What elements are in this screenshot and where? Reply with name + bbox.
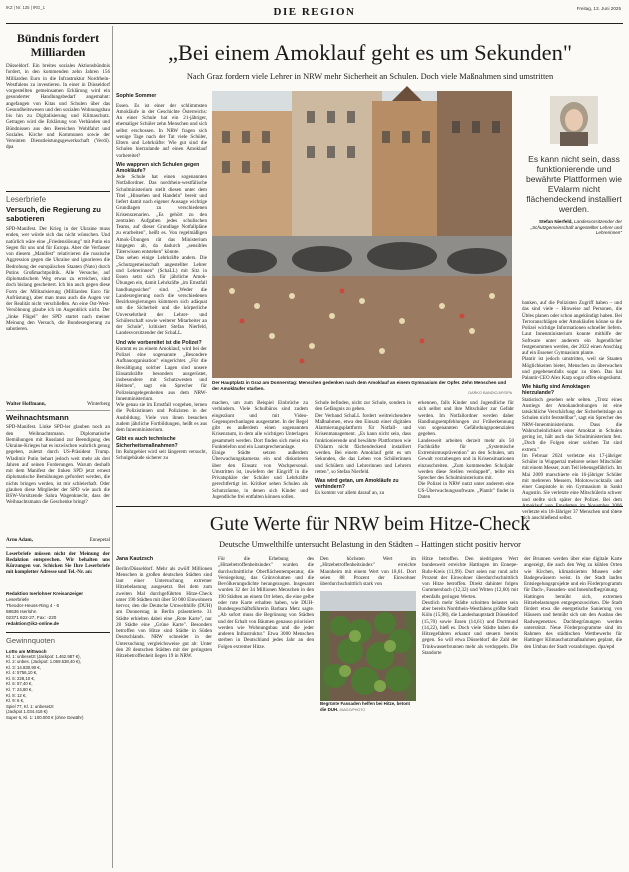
question: Wie häufig sind Amoktagen hierzulande? — [522, 384, 590, 397]
main-text: Statistisch gesehen sehr selten. „Trotz eines Anstiegs der Amokandrohungen ist eine tatsächliche Verschärfung der Sicherheitslage an Schulen nicht feststellbar", sagt ein Sprecher des NRW-Innenministeriums. Dass die Wahrscheinlichkeit einer Amoktat in Schulen gering ist, hält auch das Schulministerium fest. „Doch die Folgen einer solchen Tat sind extrem." Im Februar 2024 verletzte ein 17-jähriger Schüler in Wuppertal mehrere seiner Mitschüler mit einem Messer, zum Teil lebensgefährlich. Im Mai 2009 marschierte ein 16-jähriger Schüler mit mehreren Messern, Molotowcocktails und einer Gaspistole in ein Gymnasium in Sankt Augustin. Sie verletzte eine Mitschülerin schwer und stellte sich später der Polizei. Bei dem verletzte ein 18-Jähriger 37 Menschen und tötete sich anschließend selbst. — [522, 396, 622, 522]
main-subhead: Nach Graz fordern viele Lehrer in NRW mehr Sicherheit an Schulen. Doch viele Maßnahmen sind umstritten — [186, 72, 554, 81]
second-subhead: Deutsche Umwelthilfe untersucht Belastung in den Städten – Hattingen sticht positiv hervor — [219, 540, 521, 549]
second-photo — [320, 591, 416, 701]
lotto-row: Kl. 5: 228,10 €, — [6, 675, 35, 681]
letter-title: Versuch, die Regierung zu sabotieren — [6, 205, 101, 223]
main-text: machen, um zum Beispiel Einbrüche zu verhindern. Viele Schulbüros sind zudem eingezäunt und mit Video-Gegensprechanlagen ausgestattet. In der Regel gibt es außerdem einen sogenannten Krisenraum, in dem alle wichtigen Unterlagen gesammelt werden. Dort finden sich meist ein Funktelefon und ein Lautsprecheranlage. Einige Städte setzen außerdem Überwachungskameras ein und diskutieren über den Einsatz von Wachpersonal. Umstritten ist, inwiefern der Eingriff in die Privatsphäre der Schüler und Lehrkräfte gerechtfertigt ist. Kritiker sehen Schulen als Schutzräume, in denen sich Kinder und Jugendliche frei entfalten können sollen. — [212, 400, 308, 500]
lotto-row: (Jackpot 1.034.418 €) — [6, 709, 48, 715]
second-text: Für die Erhebung des „Hitzebetroffenheitsindex" wurden die durchschnittliche Oberflächentemperatur, die Versiegelung, das Grünvolumen und die Bevölkerungsdichte herangezogen. Insgesamt wurden 32 der 34 Millionen Menschen in den 190 Städten an einem Ort leben, die eine gelbe oder rote Karte erhalten haben, wie DUH-Bundesgeschäftsführerin Barbara Metz sagte. „Ab sofort muss die Begrünung von Städten und der Erhalt von Bäumen genauso priorisiert werden wie Wohnungsbau und die jeder anderen Infrastruktur." Etwa 3000 Menschen sterben in Deutschland jedes Jahr an den Folgen extremer Hitze. — [218, 556, 314, 650]
lotto-row: Spiel 77, Kl. 1: unbesetzt — [6, 703, 54, 709]
main-text: Es kommt vor allem darauf an, zu — [315, 490, 385, 497]
second-col-4 — [422, 556, 518, 868]
address-line: 02371 822-27, Fax: -220 — [6, 614, 57, 620]
header-rule — [6, 23, 623, 24]
page-date: Freitag, 13. Juni 2025 — [576, 6, 621, 11]
article-photo — [212, 91, 512, 378]
letter-body: SPD-Manifest. Linke SPD-ler glauben noch an den Weihnachtsmann. Diplomatische Bemühungen mit Russland zur Beendigung des Ukraine-Krieges hat es inzwischen wahrlich genug gegeben, zuletzt durch US-Präsident Trump. Wladimir Putin behart jedoch weit mehr als drei Jahren auf seinen Forderungen. Warum deshalb mit dem Manifest der linken SPD jetzt erneut diplomatische Bemühungen gefordert werden, die nichts bringen werden, ist mir schleierhaft. Oder glauben diese Mitglieder der SPD wie auch die BSW-Vorsitzende Sahra Wagenknecht, dass der Weihnachtsmann die Geschenke bringt? — [6, 424, 110, 506]
second-col-3 — [320, 556, 416, 868]
lotto-row: Kl. 9: 6 €, — [6, 698, 25, 704]
main-text: erkennen, falls Kinder und Jugendliche für sich selbst und ihre Mitschüler zur Gefahr werden. Im Notfallordner werden daher Handlungsempfehlungen zur Früherkennung von sogenannten Gefährdungspotenzialen gegeben. Landesweit arbeiten derzeit mehr als 50 Fachkräfte für „Systemische Extremismusprävention" an den Schulen, um Gewalt vorzubeugen und in Krisensituationen einzuschreiten. „Zum kommenden Schuljahr werden diese Stellen verdoppelt", teilte ein Sprecher des Schulministeriums mit. Die Polizei in NRW nutzt unter anderem eine US-Überwachungssoftware. „Plantir" findet in Daten — [418, 400, 514, 500]
question: Gibt es auch technische Sicherheitsmaßnahmen? — [116, 436, 178, 449]
question: Wie wappnen sich Schulen gegen Amokläufe? — [116, 161, 200, 174]
main-text: Jede Schule hat einen sogenannten Notfallordner. Das nordrhein-westfälische Schulministerium stellt diesen unter dem Titel „Hinsehen und Handeln" bereit und liefert damit nach eigener Aussage wichtige Grundlagen zu verschiedenen Krisenszenarien. „Es gehört zu den zentralen Aufgaben jedes schulischen Teams, auf dieser Grundlage Notfallpläne zu erarbeiten", heißt es. Von regelmäßigen Amok-Übungen rät das Ministerium hingegen ab, da dadurch „sensibles Täterwissen entstehen" könnte. Das sehen einige Lehrkräfte anders. Die „Schutzgemeinschaft angestellter Lehrer und Lehrerinnen" (SchaLL) mit Sitz in Essen setzt sich für jährliche Amok-Übungen ein, damit Lehrkräfte „im Ernstfall handlungssicher" sind. „Weder die Landesregierung noch die verschiedenen Bezirksregierungen kümmern sich adäquat um die Sicherheit und die körperliche Unversehrtheit der Lehrer- und Schülerschaft sowie weiterer Mitarbeiter an der Schule", kritisiert Stefan Nierfeld, Landesvorsitzender der SchaLL. — [116, 174, 207, 337]
page-header-left: IKZ | Nr. 135 | IRG_1 — [6, 5, 45, 10]
graz-square-photo — [212, 91, 512, 378]
column-divider — [112, 26, 113, 868]
lotto-title: Lotto am Mittwoch — [6, 648, 47, 654]
second-col-2 — [218, 556, 314, 868]
second-col-1 — [116, 556, 212, 868]
author: Sophie Sommer — [116, 93, 157, 99]
second-col-5 — [524, 556, 622, 868]
main-text: banken, auf die Polizisten Zugriff haben – und das sind viele – Hinweise auf Personen, die Übles planen oder schon angekündigt haben. Bei Terroranschlägen oder Amokläufen könne so die Polizei wichtige Informationen schneller liefern. Laut Innenministerium konnte mithilfe der Software unter anderem ein Jugendlicher festgenommen werden, der 2022 einen Anschlag auf ein Essener Gymnasium plante. Plantir ist jedoch umstritten, weil sie Staaten Möglichkeiten bietet, Menschen zu überwachen und gegebenenfalls sogar zu töten. Das hat Palantir-CEO Alex Karp sogar offen eingeräumt. — [522, 300, 622, 381]
second-text: Den höchsten Wert im „Hitzebetroffenheitsindex" erreichte Mannheim mit einem Wert von 18,61. Dort seien 88 Prozent der Einwohner überdurchschnittlich stark von — [320, 556, 416, 587]
main-text: Schule befinden, nicht zur Schule, sondern in den Gefängnis zu gehen. Der Verband SchaLL fordert weitreichendere Maßnahmen, etwa den Einsatz einer digitalen Alarmierungsplattform für Notfall- und Krisenmanagement. „Es kann nicht sein, dass funktionierende und bewährte Plattformen wie EValarm nicht flächendeckend installiert werden. Bei einem Amoklauf geht es um Sekunden, die das Leben von Schülerinnen und Schülern und Lehrerinnen und Lehrern retten", so Stefan Nierfeld. — [315, 400, 411, 475]
article-body: Düsseldorf. Ein breites soziales Aktionsbündnis fordert, in den kommenden zehn Jahren 156 Milliarden Euro in die Infrastruktur Nordrhein-Westfalens zu investieren. In einer in Düsseldorf vorgestellten gemeinsamen Erklärung wird ein gesonderter Handlungsbedarf angemahnt: angefangen von Kitas und Schulen über das Gesundheitswesen und den sozialen Wohnungsbau bis hin zu Digitalisierung und Klimaschutz. Getragen wird die Erklärung von Verbänden und Bündnissen aus den Bereichen Wohlfahrt und Soziales. Kirche und Kommunen sowie der Vereinten Dienstleistungsgewerkschaft (Verdi). dpa — [6, 63, 110, 151]
person-avatar-icon — [550, 96, 598, 144]
quote-text: Es kann nicht sein, dass funktionierende und bewährte Plattformen wie EValarm nicht flächendeckend installiert werden. — [526, 154, 622, 214]
lotto-list — [6, 654, 110, 721]
left-column — [6, 26, 110, 868]
second-photo-caption: Begrünte Fassaden helfen bei Hitze, betont die DUH. IMAGO/PHOTO — [320, 701, 411, 712]
section-title: DIE REGION — [273, 6, 356, 18]
main-col-5 — [522, 300, 622, 522]
question: Und wie vorbereitet ist die Polizei? — [116, 339, 202, 346]
second-text: Hitze betroffen. Den niedrigsten Wert bundesweit erreichte Hattingen im Ennepe-Ruhr-Kreis (11,99). Dort seien nur rund acht Prozent der Einwohner überdurchschnittlich von Hitze betroffen. Direkt dahinter folgen Gummersbach (12,32) und Witten (12,60) mit ebenfalls geringen Werten. Deutlich mehr Städte schnitten belastet sein aber bereits Nordrhein-Westfalens größte Stadt Köln (15,98), die Landeshauptstadt Düsseldorf (15,70) sowie Essen (14,61) und Dortmund (14,22), hieß es. Doch viele Städte haben die Hitzegefahren erkannt und steuern bereits gegen. So will etwa Düsseldorf die Zahl der Trinkwasserbrunnen mehr als verdoppeln. Die Standorte — [422, 556, 518, 656]
photo-caption — [212, 380, 512, 397]
main-col-1 — [116, 91, 207, 498]
address-line: Redaktion Iserlohner Kreisanzeiger — [6, 590, 84, 596]
address-line[interactable]: redaktion@ikz-online.de — [6, 620, 59, 626]
lotto-row: Kl. 1: unbesetzt (Jackpot: 1.462.987 €), — [6, 653, 81, 659]
article-title: Bündnis fordert Milliarden — [16, 31, 100, 59]
main-text: Im Ruhrgebiet wird seit längerem versucht, Schulgebäude sicherer zu — [116, 448, 207, 462]
lotto-row: Kl. 7: 24,80 €, — [6, 687, 33, 693]
letter-signature: Walter Hoffmann, Winterberg — [6, 401, 110, 407]
main-col-4 — [418, 400, 514, 500]
letter-title: Weihnachtsmann — [6, 413, 69, 423]
photo-credit: DARKO BANDIC/AP/DPA — [468, 391, 512, 396]
caption-text: Der Hauptplatz in Graz am Donnerstag: Menschen gedenken nach dem Amoklauf an einem Gymnasium der Opfer. Zehn Menschen und der Amokläufer starben. — [212, 380, 507, 391]
main-headline: „Bei einem Amoklauf geht es um Sekunden" — [167, 40, 573, 65]
leserbriefe-label: Leserbriefe — [6, 195, 47, 204]
gewinnquoten-label: Gewinnquoten — [6, 635, 55, 645]
green-facade-photo — [320, 591, 416, 701]
lotto-row: Kl. 6: 57,40 €, — [6, 681, 33, 687]
address-line: 58636 Iserlohn — [6, 608, 37, 614]
question: Was wird getan, um Amokläufe zu verhindern? — [315, 478, 399, 491]
lotto-row: Kl. 8: 12 €, — [6, 692, 27, 698]
article-divider — [116, 506, 623, 507]
second-text: der Brunnen werden über eine digitale Karte angezeigt, die auch den Weg zu kühlen Orten wie Kirchen, klimatisierten Museen oder Badegewässern weist. In der Stadt laufen Entsiegelungsprojekte und ein Förderprogramm für Dach-, Fassaden- und Innenhofbegrünung. Hattingen bemüht sich, extremen Hitzebelastungen entgegenzuwirken. Die Stadt fördert etwa die energetische Sanierung von Häusern und bemüht sich um den Ausbau des Radwegenetzes. Dachbegrünungen werden unterstützt. Neue Förderprogramme sind im Rahmen des städtischen Wettbewerbs für Hattinger Klimaschutzmaßnahmen geplant, die den Umbau der Stadt voranbringen. dpa/epd — [524, 556, 622, 650]
author: Jana Kautzsch — [116, 556, 154, 562]
letters-note: Leserbriefe müssen nicht der Meinung der Redaktion entsprechen. Wir behalten uns Kürzungen vor. Schicken Sie Ihre Leserbriefe mit kompletter Adresse und Tel.-Nr. an: — [6, 550, 110, 576]
address-line: Theodor-Heuss-Ring 4 - 6 — [6, 602, 60, 608]
quote-attribution: Stefan Nierfeld, Landesvorsitzender der „Schutzgemeinschaft angestellter Lehrer und Lehrerinnen" — [530, 219, 622, 236]
editorial-address — [6, 591, 110, 627]
second-headline: Gute Werte für NRW beim Hitze-Check — [209, 513, 531, 535]
lotto-row: Super 6, Kl. 1: 100.000 € (ohne Gewähr) — [6, 715, 84, 721]
lotto-row: Kl. 4: 5756,10 €, — [6, 670, 38, 676]
lotto-row: Kl. 3: 14.830,90 €, — [6, 664, 41, 670]
address-line: Leserbriefe — [6, 596, 29, 602]
quote-portrait — [550, 96, 598, 144]
letter-body: SPD-Manifest. Der Krieg in der Ukraine muss enden, wer würde sich das nicht wünschen. Und natürlich wäre eine „Friedenslösung" mit Putin ein Segen für uns und für Europa. Aber die Verfasser von diesem „Manifest" relativieren die russische Aggression gegen die Ukraine und ignorieren die Bedrohung der europäischen Staaten (Nato) durch Putins Großmachtpolitik. Alle Versuche, auf diplomatischem Weg etwas zu erreichen, sind doch bislang gescheitert. Ich bin auch gegen diese Form der Militarisierung (Milliarden Euro für Aufrüstung), aber man muss auch die Augen vor der Realität nicht verschließen. An eine Ost-West-Versöhnung glaube ich im Augenblick nicht. Der „linke Flügel" der SPD startet nach meiner Meinung den Versuch, die Bundesregierung zu sabotieren. — [6, 226, 110, 332]
lotto-row: Kl. 2: unbes. (Jackpot: 1.069.538,40 €), — [6, 659, 82, 665]
quote-box — [526, 92, 622, 292]
main-col-2 — [212, 400, 308, 500]
main-text: Kommt es zu einem Amoklauf, wird bei der Polizei eine sogenannte „Besondere Aufbauorganisation" eingerichtet. „Für die Bewältigung solcher Lagen sind unsere Einsatzkräfte besonders ausgerüstet, insbesondere mit Schutzwesten und Helmen", sagt ein Sprecher für Polizeiangelegenheiten aus dem NRW-Innenministerium. Wie genau sie im Ernstfall vorgehen, lernen die Polizistinnen und Polizisten in der Ausbildung. Viele von ihnen besuchen zudem jährliche Fortbildungen, heißt es aus dem Innenministerium. — [116, 345, 207, 434]
main-col-3 — [315, 400, 411, 500]
main-text: Essen. Es ist einer der schlimmsten Amokläufe in der Geschichte Österreichs: An einer Schule hat ein 21-jähriger, ehemaliger Schüler zehn Menschen und sich selbst erschossen. In NRW fragen sich wenige Tage nach der Tat viele Schüler, Eltern und Lehrkräfte: Wie gut sind die Schulen hierzulande auf einen Amoklauf vorbereitet? — [116, 102, 207, 159]
second-text: Berlin/Düsseldorf. Mehr als zwölf Millionen Menschen in großen deutschen Städten sind laut einer Untersuchung extremer Hitzebelastung ausgesetzt. Bei dem zum zweiten Mal durchgeführten Hitze-Check unter 190 Städten mit über 50 000 Einwohnern hervor, den die Deutsche Umwelthilfe (DUH) am Donnerstag in Berlin präsentierte. 31 Städte erhielten dabei eine „Rote Karte", nur 28 Städte eine „Grüne Karte". Besonders betroffen von Hitze sind Städte in Süden Deutschlands. NRW schneidet in der Untersuchung vergleichsweise gut ab: Unter den 28 deutschen Städten mit der geringsten Hitzebetroffenheit liegen 19 in NRW. — [116, 565, 212, 659]
letter-signature: Arno Adam, Ennepetal — [6, 537, 110, 544]
